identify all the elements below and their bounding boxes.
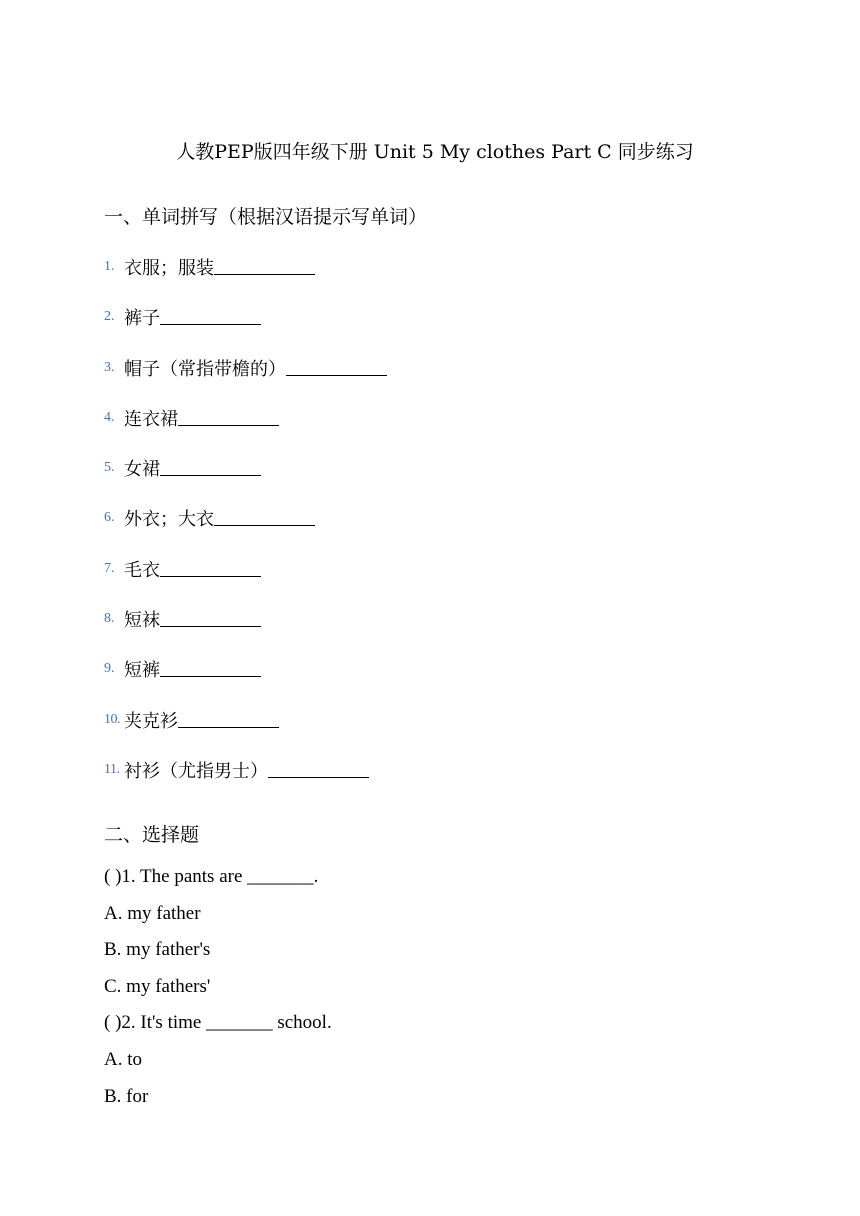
list-item [104, 455, 387, 505]
item-prompt: 连衣裙 [124, 408, 178, 430]
item-prompt: 外衣；大衣 [124, 509, 214, 531]
item-number: 5. [104, 460, 115, 476]
option-line: A. my father [104, 902, 201, 924]
answer-blank[interactable] [214, 254, 315, 275]
item-number: 3. [104, 359, 115, 375]
item-number: 8. [104, 611, 115, 627]
answer-blank[interactable] [160, 606, 261, 627]
answer-blank[interactable] [286, 355, 387, 376]
answer-blank[interactable] [160, 556, 261, 577]
answer-blank[interactable] [160, 455, 261, 476]
answer-blank[interactable] [178, 707, 279, 728]
list-item [104, 707, 387, 757]
item-prompt: 夹克衫 [124, 710, 178, 732]
list-item [104, 556, 387, 606]
list-item [104, 656, 387, 706]
answer-blank[interactable] [178, 405, 279, 426]
question-2: ( )2. It's time _______ school. [104, 1012, 332, 1034]
item-prompt: 短裤 [124, 660, 160, 682]
item-prompt: 帽子（常指带檐的） [124, 358, 286, 380]
answer-blank[interactable] [214, 505, 315, 526]
list-item [104, 505, 387, 555]
item-number: 4. [104, 409, 115, 425]
list-item [104, 606, 387, 656]
item-number: 1. [104, 259, 115, 274]
answer-blank[interactable] [160, 656, 261, 677]
list-item [104, 304, 387, 354]
item-number: 7. [104, 560, 115, 576]
question-1: ( )1. The pants are _______. [104, 866, 319, 887]
answer-blank[interactable] [160, 304, 261, 325]
section-heading-choice: 二、选择题 [104, 824, 200, 846]
list-item [104, 254, 387, 304]
option-line: C. my fathers' [104, 975, 211, 997]
vocab-list [104, 254, 387, 807]
option-line: A. to [104, 1048, 142, 1070]
item-prompt: 衣服；服装 [124, 258, 214, 279]
option-line: B. my father's [104, 939, 211, 961]
list-item [104, 355, 387, 405]
answer-blank[interactable] [268, 757, 369, 778]
multiple-choice-questions [104, 864, 332, 1120]
item-prompt: 裤子 [124, 308, 160, 330]
section-heading-spelling: 一、单词拼写（根据汉语提示写单词） [104, 206, 428, 228]
page-title: 人教PEP版四年级下册 Unit 5 My clothes Part C 同步练习 [176, 141, 694, 163]
option-line: B. for [104, 1085, 149, 1107]
item-prompt: 衬衫（尤指男士） [124, 760, 268, 782]
item-number: 9. [104, 661, 115, 677]
item-prompt: 短袜 [124, 610, 160, 632]
item-prompt: 女裙 [124, 459, 160, 481]
item-number: 6. [104, 510, 115, 526]
item-prompt: 毛衣 [124, 559, 160, 581]
item-number: 10. [104, 711, 120, 727]
item-number: 11. [104, 761, 120, 777]
list-item [104, 405, 387, 455]
item-number: 2. [104, 309, 115, 325]
list-item [104, 757, 387, 807]
